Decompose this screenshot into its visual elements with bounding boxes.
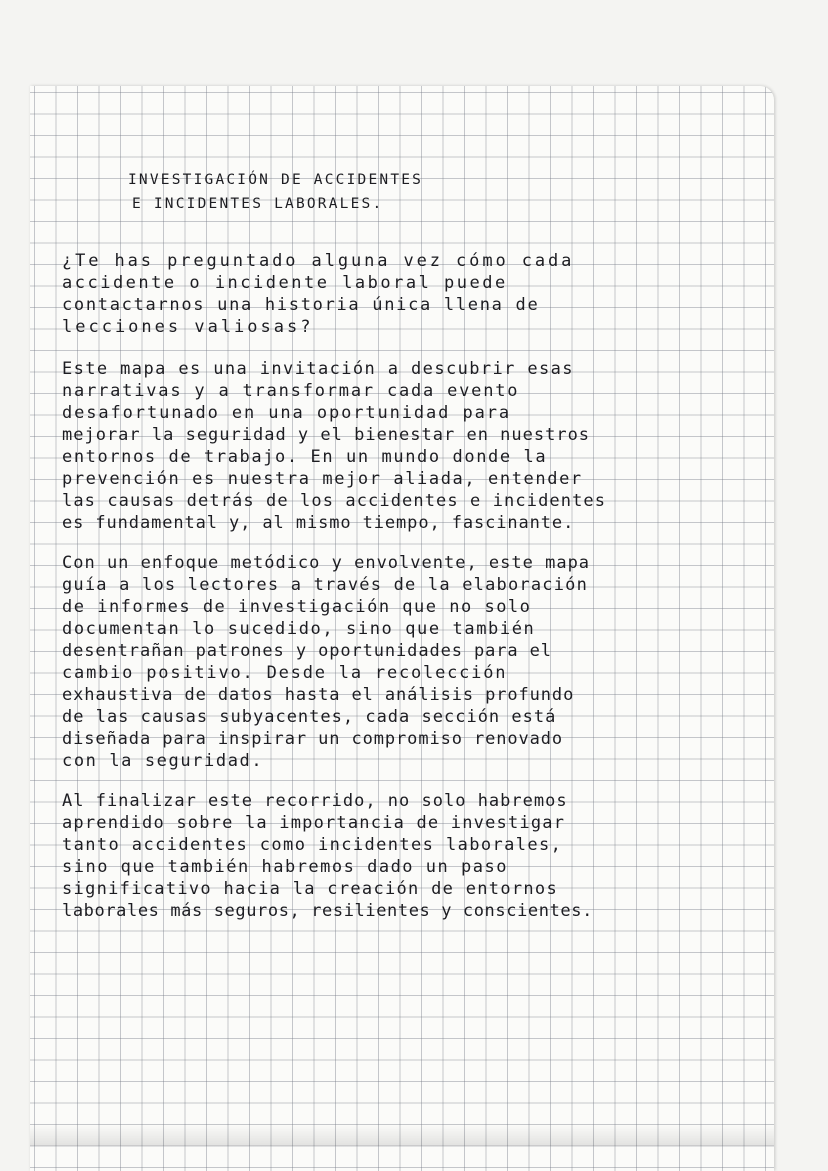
paragraph-3-line-1: Con un enfoque metódico y envolvente, este mapa xyxy=(62,553,591,573)
paragraph-4-line-1: Al finalizar este recorrido, no solo habremos xyxy=(62,791,568,811)
paragraph-1-line-1: ¿Te has preguntado alguna vez cómo cada xyxy=(62,251,575,271)
paragraph-2-line-8: es fundamental y, al mismo tiempo, fascinante. xyxy=(62,513,575,533)
paragraph-3-line-7: exhaustiva de datos hasta el análisis profundo xyxy=(62,685,575,705)
paragraph-3-line-5: desentrañan patrones y oportunidades para el xyxy=(62,641,552,661)
paragraph-1-line-3: contactarnos una historia única llena de xyxy=(62,295,540,315)
paragraph-1-line-4: lecciones valiosas? xyxy=(62,317,314,337)
paragraph-3-line-10: con la seguridad. xyxy=(62,751,264,771)
page-shadow xyxy=(30,1124,774,1146)
paragraph-3-line-4: documentan lo sucedido, sino que también xyxy=(62,619,536,639)
paragraph-2-line-3: desafortunado en una oportunidad para xyxy=(62,403,511,423)
paragraph-3-line-2: guía a los lectores a través de la elaboración xyxy=(62,575,589,595)
paragraph-4-line-5: significativo hacia la creación de entornos xyxy=(62,879,558,899)
paragraph-3-line-6: cambio positivo. Desde la recolección xyxy=(62,663,508,683)
paragraph-2-line-4: mejorar la seguridad y el bienestar en nuestros xyxy=(62,425,591,445)
paragraph-3-line-8: de las causas subyacentes, cada sección está xyxy=(62,707,557,727)
title-line-1: INVESTIGACIÓN DE ACCIDENTES xyxy=(128,172,424,188)
paragraph-4-line-3: tanto accidentes como incidentes laborales, xyxy=(62,835,563,855)
paragraph-4-line-2: aprendido sobre la importancia de investigar xyxy=(62,813,566,833)
paragraph-4-line-6: laborales más seguros, resilientes y conscientes. xyxy=(62,901,593,921)
paragraph-3-line-3: de informes de investigación que no solo xyxy=(62,597,532,617)
paragraph-4-line-4: sino que también habremos dado un paso xyxy=(62,857,508,877)
paragraph-2-line-2: narrativas y a transformar cada evento xyxy=(62,381,520,401)
paragraph-2-line-5: entornos de trabajo. En un mundo donde la xyxy=(62,447,548,467)
paragraph-1-line-2: accidente o incidente laboral puede xyxy=(62,273,508,293)
paragraph-3-line-9: diseñada para inspirar un compromiso renovado xyxy=(62,729,564,749)
paragraph-2-line-1: Este mapa es una invitación a descubrir esas xyxy=(62,359,574,379)
title-line-2: E INCIDENTES LABORALES. xyxy=(132,196,384,212)
page-title xyxy=(128,168,423,216)
paragraph-2-line-7: las causas detrás de los accidentes e incidentes xyxy=(62,491,607,511)
paragraph-2-line-6: prevención es nuestra mejor aliada, entender xyxy=(62,469,583,489)
